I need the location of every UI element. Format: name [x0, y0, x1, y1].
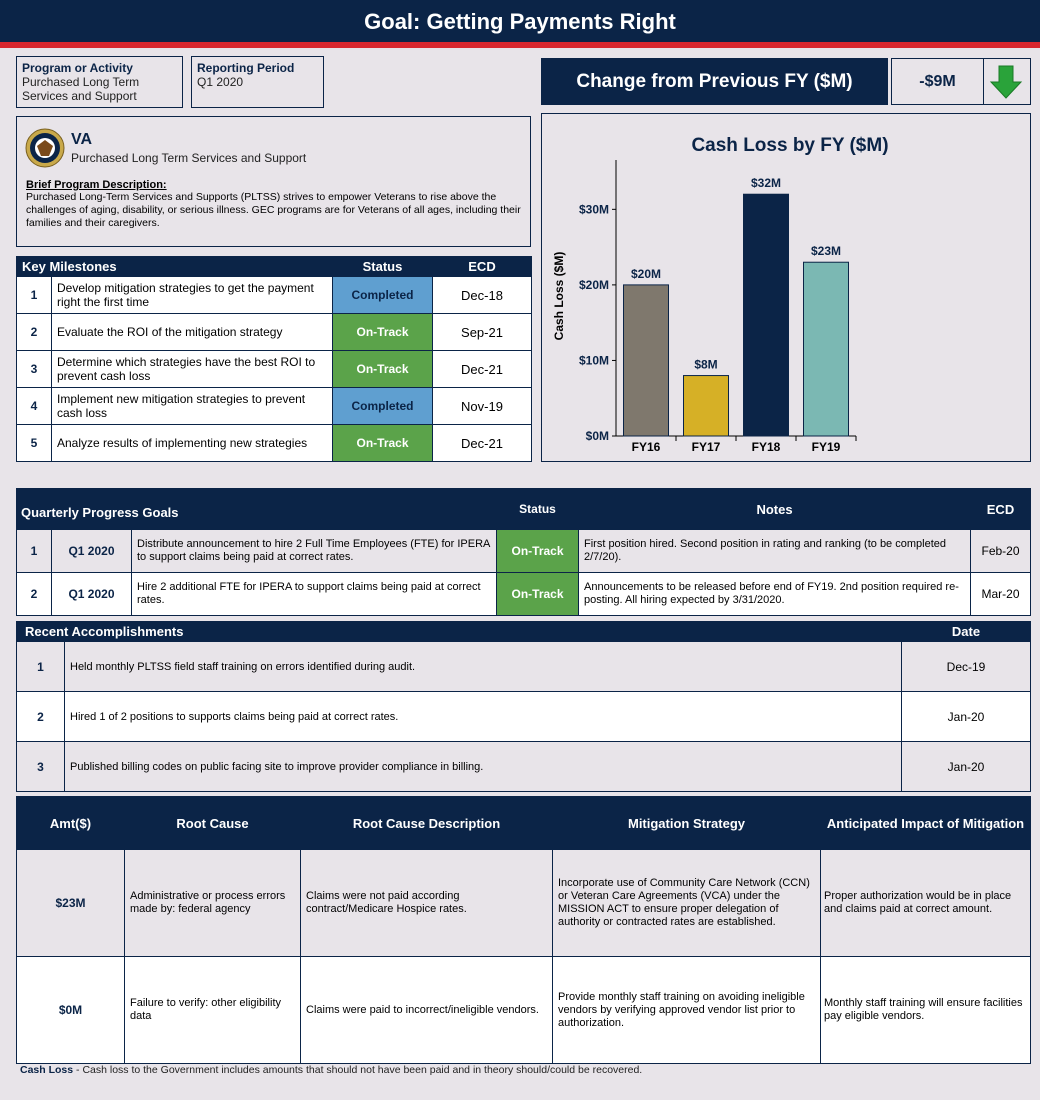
- description-text: Purchased Long-Term Services and Supports (PLTSS) strives to empower Veterans to rise above the challenges of aging, disability, or serious illness. GEC programs are for Veterans of all ages, including their families and their caregivers.: [26, 191, 521, 229]
- rootcause-strategy: Incorporate use of Community Care Network (CCN) or Veteran Care Agreements (VCA) under the MISSION ACT to ensure proper delegation of authority or contracted rates are established.: [553, 850, 821, 957]
- root-cause-header: Root Cause: [125, 797, 301, 850]
- milestone-row: [17, 314, 532, 351]
- rootcause-cause: Failure to verify: other eligibility data: [125, 957, 301, 1064]
- page-header: [0, 0, 1040, 42]
- amt-header: Amt($): [17, 797, 125, 850]
- milestones-ecd-header: ECD: [433, 257, 532, 277]
- milestone-text: Evaluate the ROI of the mitigation strategy: [52, 314, 333, 351]
- accomplishment-number: 1: [17, 642, 65, 692]
- period-value: Q1 2020: [197, 75, 244, 89]
- milestone-text: Analyze results of implementing new strategies: [52, 425, 333, 462]
- milestone-status: On-Track: [333, 314, 433, 351]
- bar-data-label: $32M: [750, 176, 782, 191]
- quarterly-header: Quarterly Progress Goals: [17, 489, 497, 530]
- milestone-status: On-Track: [333, 425, 433, 462]
- quarterly-ecd-header: ECD: [971, 489, 1031, 530]
- milestone-text: Implement new mitigation strategies to prevent cash loss: [52, 388, 333, 425]
- accomplishment-number: 2: [17, 692, 65, 742]
- x-tick-label: FY19: [811, 440, 841, 454]
- milestone-ecd: Dec-18: [433, 277, 532, 314]
- accomplishment-date: Dec-19: [902, 642, 1031, 692]
- period-box: [191, 56, 324, 108]
- rootcause-impact: Monthly staff training will ensure facilities pay eligible vendors.: [821, 957, 1031, 1064]
- milestone-number: 2: [17, 314, 52, 351]
- quarterly-goal: Distribute announcement to hire 2 Full Time Employees (FTE) for IPERA to support claims being paid at correct rates.: [132, 530, 497, 573]
- milestone-number: 4: [17, 388, 52, 425]
- milestones-table: [16, 256, 532, 462]
- rootcause-amount: $0M: [17, 957, 125, 1064]
- agency-box: [16, 116, 531, 247]
- milestone-ecd: Dec-21: [433, 351, 532, 388]
- milestone-row: [17, 388, 532, 425]
- rootcause-row: [17, 850, 1031, 957]
- milestones-status-header: Status: [333, 257, 433, 277]
- quarterly-status: On-Track: [497, 530, 579, 573]
- rootcause-impact: Proper authorization would be in place and claims paid at correct amount.: [821, 850, 1031, 957]
- change-value: -$9M: [919, 73, 956, 90]
- milestone-text: Develop mitigation strategies to get the payment right the first time: [52, 277, 333, 314]
- quarterly-row: [17, 530, 1031, 573]
- milestone-row: [17, 277, 532, 314]
- bar-data-label: $23M: [810, 244, 842, 259]
- change-label-box: [541, 58, 888, 105]
- quarterly-row: [17, 573, 1031, 616]
- quarterly-notes: First position hired. Second position in rating and ranking (to be completed 2/7/20).: [579, 530, 971, 573]
- milestone-number: 5: [17, 425, 52, 462]
- quarterly-ecd: Mar-20: [971, 573, 1031, 616]
- chart-box: [541, 113, 1031, 462]
- rootcause-description: Claims were not paid according contract/Medicare Hospice rates.: [301, 850, 553, 957]
- quarterly-quarter: Q1 2020: [52, 573, 132, 616]
- x-tick-label: FY17: [691, 440, 721, 454]
- agency-name: VA: [71, 131, 93, 148]
- accomplishment-row: [17, 692, 1031, 742]
- quarterly-table: [16, 488, 1031, 616]
- accomplishment-date: Jan-20: [902, 692, 1031, 742]
- bar-data-label: $20M: [630, 266, 662, 281]
- milestone-status: Completed: [333, 277, 433, 314]
- accomplishment-text: Published billing codes on public facing site to improve provider compliance in billing.: [65, 742, 902, 792]
- agency-subtitle: Purchased Long Term Services and Support: [71, 151, 307, 165]
- chart-title: Cash Loss by FY ($M): [691, 135, 889, 156]
- accomplishment-text: Held monthly PLTSS field staff training on errors identified during audit.: [65, 642, 902, 692]
- change-label: Change from Previous FY ($M): [576, 71, 853, 92]
- footnote-term: Cash Loss: [20, 1064, 74, 1076]
- milestone-text: Determine which strategies have the best ROI to prevent cash loss: [52, 351, 333, 388]
- cash-loss-chart: [542, 114, 1030, 461]
- milestone-number: 1: [17, 277, 52, 314]
- accomplishments-table: [16, 621, 1031, 792]
- accomplishments-header: Recent Accomplishments: [17, 622, 902, 642]
- y-tick-label: $30M: [578, 202, 609, 217]
- milestone-status: Completed: [333, 388, 433, 425]
- root-cause-description-header: Root Cause Description: [301, 797, 553, 850]
- milestone-ecd: Dec-21: [433, 425, 532, 462]
- rootcause-cause: Administrative or process errors made by: federal agency: [125, 850, 301, 957]
- y-axis-label: Cash Loss ($M): [552, 251, 566, 341]
- quarterly-number: 1: [17, 530, 52, 573]
- quarterly-quarter: Q1 2020: [52, 530, 132, 573]
- accomplishment-row: [17, 742, 1031, 792]
- bar-fy18: [744, 194, 789, 436]
- program-label: Program or Activity: [22, 61, 133, 75]
- accomplishment-date: Jan-20: [902, 742, 1031, 792]
- rootcause-strategy: Provide monthly staff training on avoiding ineligible vendors by verifying approved vendor list prior to authorization.: [553, 957, 821, 1064]
- mitigation-strategy-header: Mitigation Strategy: [553, 797, 821, 850]
- program-box: [16, 56, 183, 108]
- milestone-row: [17, 425, 532, 462]
- anticipated-impact-header: Anticipated Impact of Mitigation: [821, 797, 1031, 850]
- description-label: Brief Program Description:: [26, 179, 167, 191]
- quarterly-goal: Hire 2 additional FTE for IPERA to support claims being paid at correct rates.: [132, 573, 497, 616]
- bar-fy17: [684, 376, 729, 436]
- footnote: [20, 1064, 642, 1076]
- change-value-box: [891, 58, 1031, 105]
- bar-fy19: [804, 262, 849, 436]
- milestone-row: [17, 351, 532, 388]
- rootcause-amount: $23M: [17, 850, 125, 957]
- quarterly-notes: Announcements to be released before end of FY19. 2nd position required re-posting. All hiring expected by 3/31/2020.: [579, 573, 971, 616]
- milestones-header: Key Milestones: [17, 257, 333, 277]
- bar-fy16: [624, 285, 669, 436]
- accomplishments-date-header: Date: [902, 622, 1031, 642]
- quarterly-status: On-Track: [497, 573, 579, 616]
- accomplishment-text: Hired 1 of 2 positions to supports claims being paid at correct rates.: [65, 692, 902, 742]
- rootcause-table: [16, 796, 1031, 1064]
- program-value: Purchased Long Term Services and Support: [22, 75, 140, 103]
- accomplishment-row: [17, 642, 1031, 692]
- va-seal-icon: [25, 128, 65, 168]
- header-divider: [0, 42, 1040, 48]
- x-tick-label: FY18: [751, 440, 781, 454]
- quarterly-number: 2: [17, 573, 52, 616]
- milestone-status: On-Track: [333, 351, 433, 388]
- milestone-ecd: Nov-19: [433, 388, 532, 425]
- x-tick-label: FY16: [631, 440, 661, 454]
- rootcause-description: Claims were paid to incorrect/ineligible vendors.: [301, 957, 553, 1064]
- y-tick-label: $20M: [578, 277, 609, 292]
- footnote-text: - Cash loss to the Government includes amounts that should not have been paid and in theory should/could be recovered.: [73, 1064, 643, 1076]
- bar-data-label: $8M: [694, 357, 718, 372]
- quarterly-notes-header: Notes: [579, 489, 971, 530]
- quarterly-ecd: Feb-20: [971, 530, 1031, 573]
- quarterly-status-header: Status: [497, 489, 579, 530]
- page-title: Goal: Getting Payments Right: [364, 9, 676, 34]
- rootcause-row: [17, 957, 1031, 1064]
- milestone-number: 3: [17, 351, 52, 388]
- accomplishment-number: 3: [17, 742, 65, 792]
- milestone-ecd: Sep-21: [433, 314, 532, 351]
- arrow-down-icon: [986, 62, 1026, 102]
- y-tick-label: $0M: [585, 429, 609, 443]
- period-label: Reporting Period: [197, 61, 295, 75]
- y-tick-label: $10M: [578, 353, 609, 368]
